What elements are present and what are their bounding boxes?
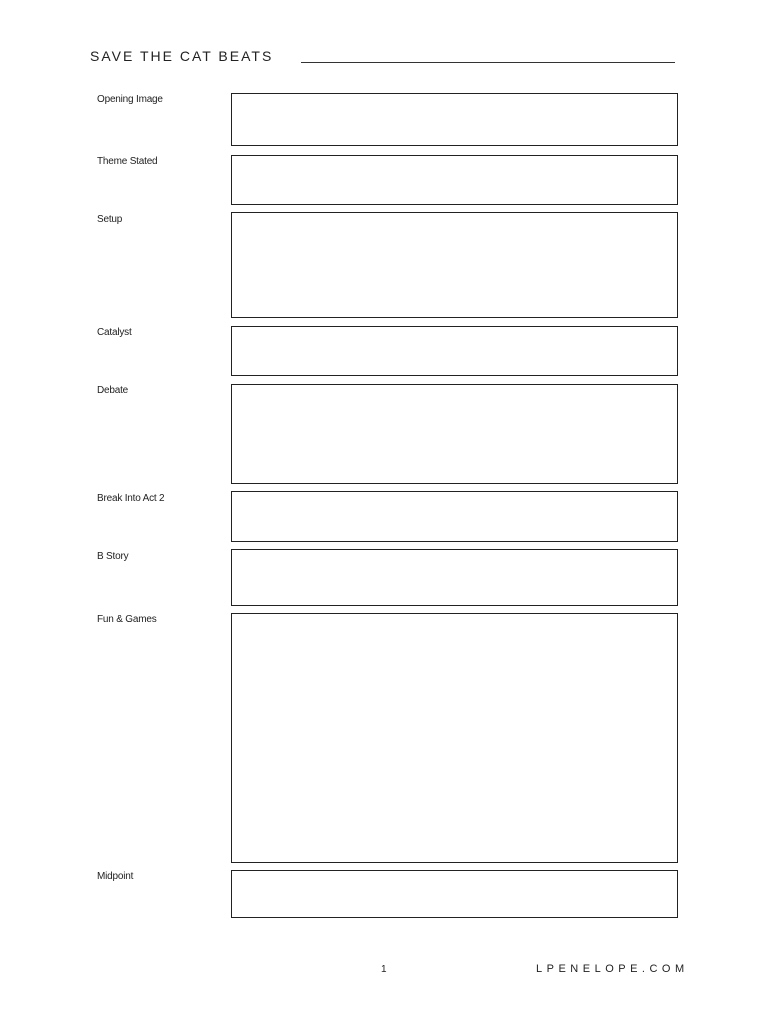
site-name: LPENELOPE.COM (536, 963, 689, 975)
beat-label-fun-and-games: Fun & Games (97, 614, 157, 625)
beat-field-theme-stated[interactable] (231, 155, 678, 205)
beat-label-b-story: B Story (97, 551, 129, 562)
beat-field-debate[interactable] (231, 384, 678, 484)
page-number: 1 (381, 964, 387, 975)
beat-field-b-story[interactable] (231, 549, 678, 606)
beat-field-break-into-act-2[interactable] (231, 491, 678, 542)
beat-label-catalyst: Catalyst (97, 327, 132, 338)
beat-label-opening-image: Opening Image (97, 94, 163, 105)
beat-field-fun-and-games[interactable] (231, 613, 678, 863)
beat-label-break-into-act-2: Break Into Act 2 (97, 493, 165, 504)
beat-field-catalyst[interactable] (231, 326, 678, 376)
beat-field-midpoint[interactable] (231, 870, 678, 918)
beat-label-setup: Setup (97, 214, 123, 225)
title-underline (301, 62, 675, 63)
beat-field-setup[interactable] (231, 212, 678, 318)
beat-field-opening-image[interactable] (231, 93, 678, 146)
beat-label-midpoint: Midpoint (97, 871, 134, 882)
page-title: SAVE THE CAT BEATS (90, 48, 274, 64)
beat-label-debate: Debate (97, 385, 129, 396)
beat-label-theme-stated: Theme Stated (97, 156, 158, 167)
